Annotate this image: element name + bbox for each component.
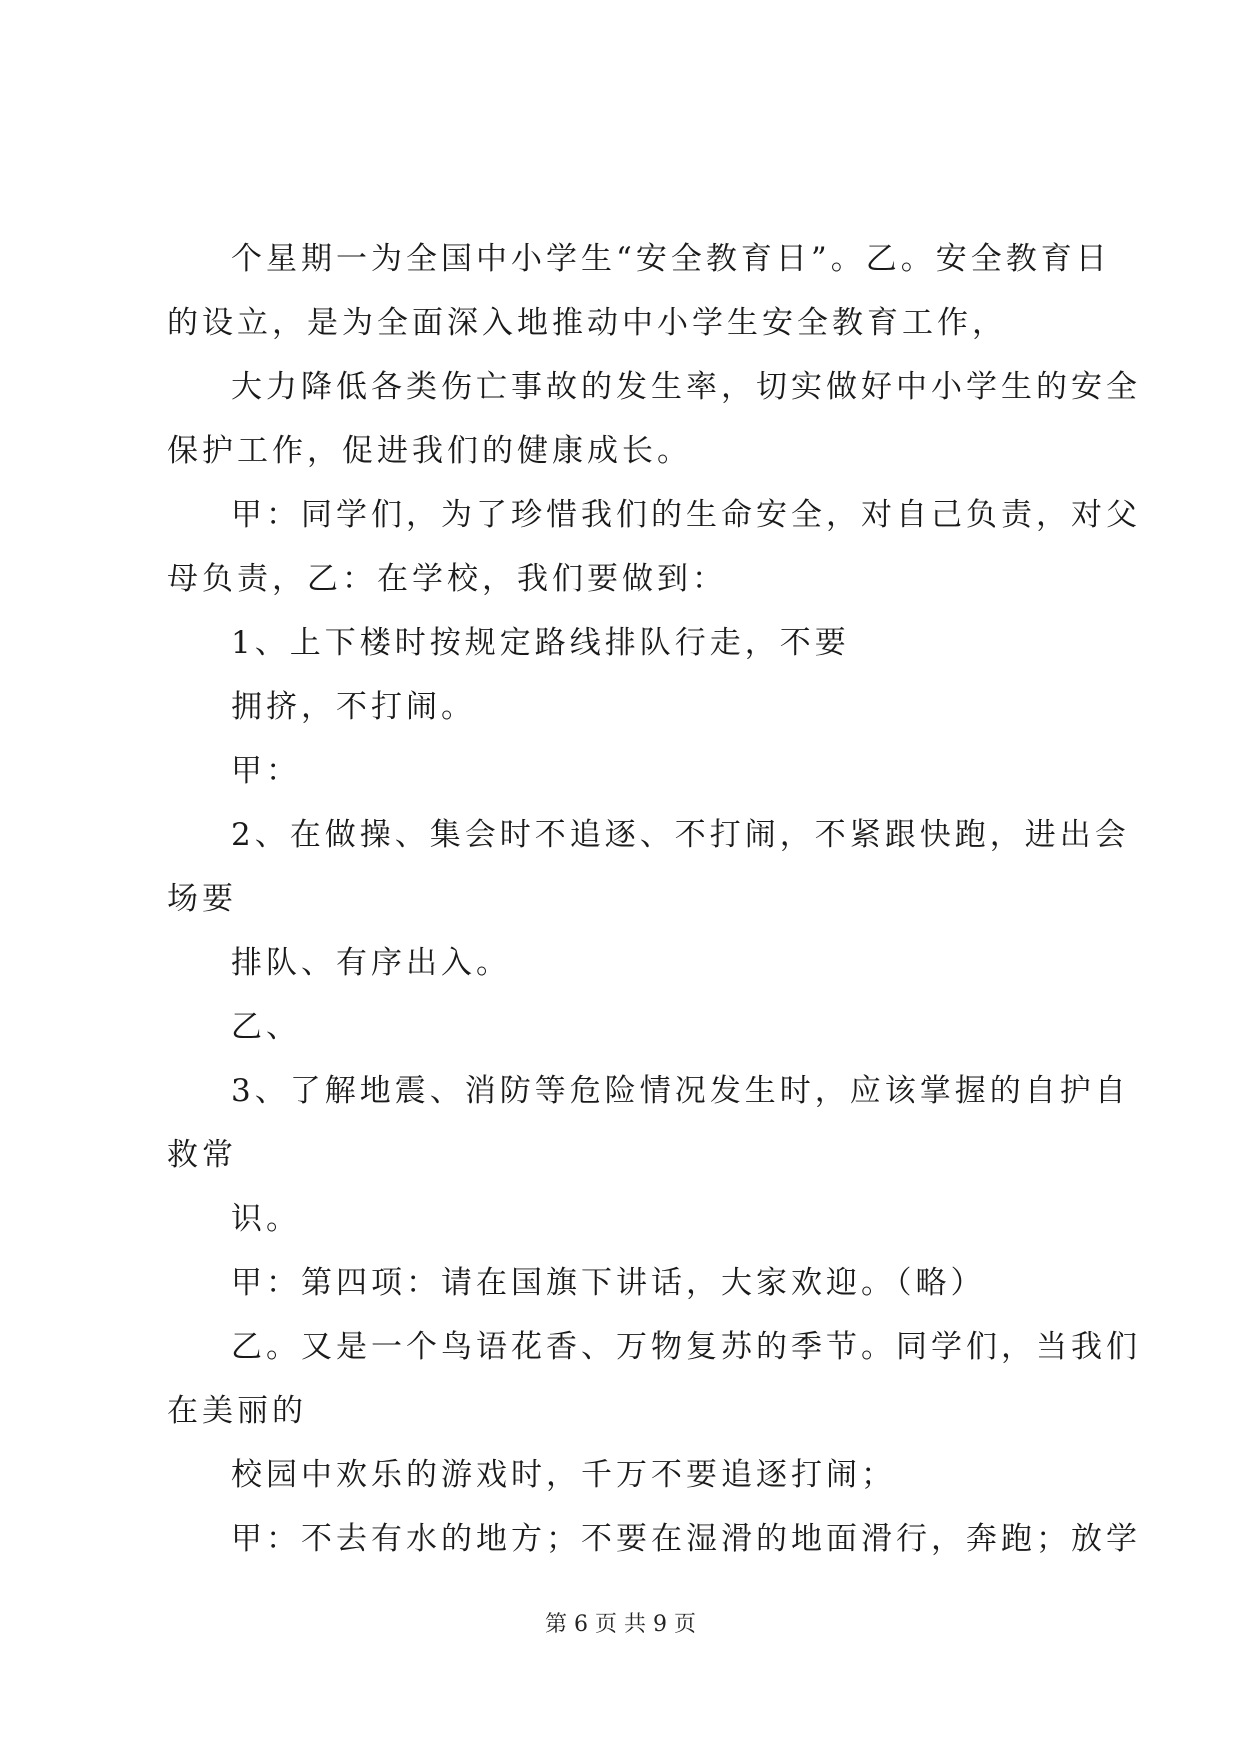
- text-line: 3、了解地震、消防等危险情况发生时，应该掌握的自护自: [231, 1073, 1130, 1109]
- text-line: 排队、有序出入。: [231, 945, 511, 981]
- text-line: 拥挤，不打闹。: [231, 689, 476, 725]
- text-line: 甲：: [231, 753, 301, 789]
- text-line: 乙。又是一个鸟语花香、万物复苏的季节。同学们，当我们: [231, 1329, 1141, 1365]
- text-line: 保护工作，促进我们的健康成长。: [167, 433, 692, 469]
- text-line: 甲：不去有水的地方；不要在湿滑的地面滑行，奔跑；放学: [231, 1521, 1141, 1557]
- text-line: 在美丽的: [167, 1393, 307, 1429]
- text-line: 2、在做操、集会时不追逐、不打闹，不紧跟快跑，进出会: [231, 817, 1130, 853]
- text-line: 个星期一为全国中小学生“安全教育日”。乙。安全教育日: [231, 241, 1111, 277]
- text-line: 救常: [167, 1137, 237, 1173]
- text-line: 的设立，是为全面深入地推动中小学生安全教育工作，: [167, 305, 1007, 341]
- text-line: 识。: [231, 1201, 301, 1237]
- text-line: 甲：第四项：请在国旗下讲话，大家欢迎。（略）: [231, 1265, 986, 1301]
- text-line: 1、上下楼时按规定路线排队行走，不要: [231, 625, 850, 661]
- text-line: 大力降低各类伤亡事故的发生率，切实做好中小学生的安全: [231, 369, 1141, 405]
- text-line: 校园中欢乐的游戏时，千万不要追逐打闹；: [231, 1457, 896, 1493]
- text-line: 甲：同学们，为了珍惜我们的生命安全，对自己负责，对父: [231, 497, 1141, 533]
- page-footer: 第 6 页 共 9 页: [545, 1612, 696, 1637]
- document-body: [167, 227, 1141, 1571]
- text-line: 乙、: [231, 1009, 301, 1045]
- text-line: 场要: [167, 881, 237, 917]
- text-line: 母负责，乙：在学校，我们要做到：: [167, 561, 727, 597]
